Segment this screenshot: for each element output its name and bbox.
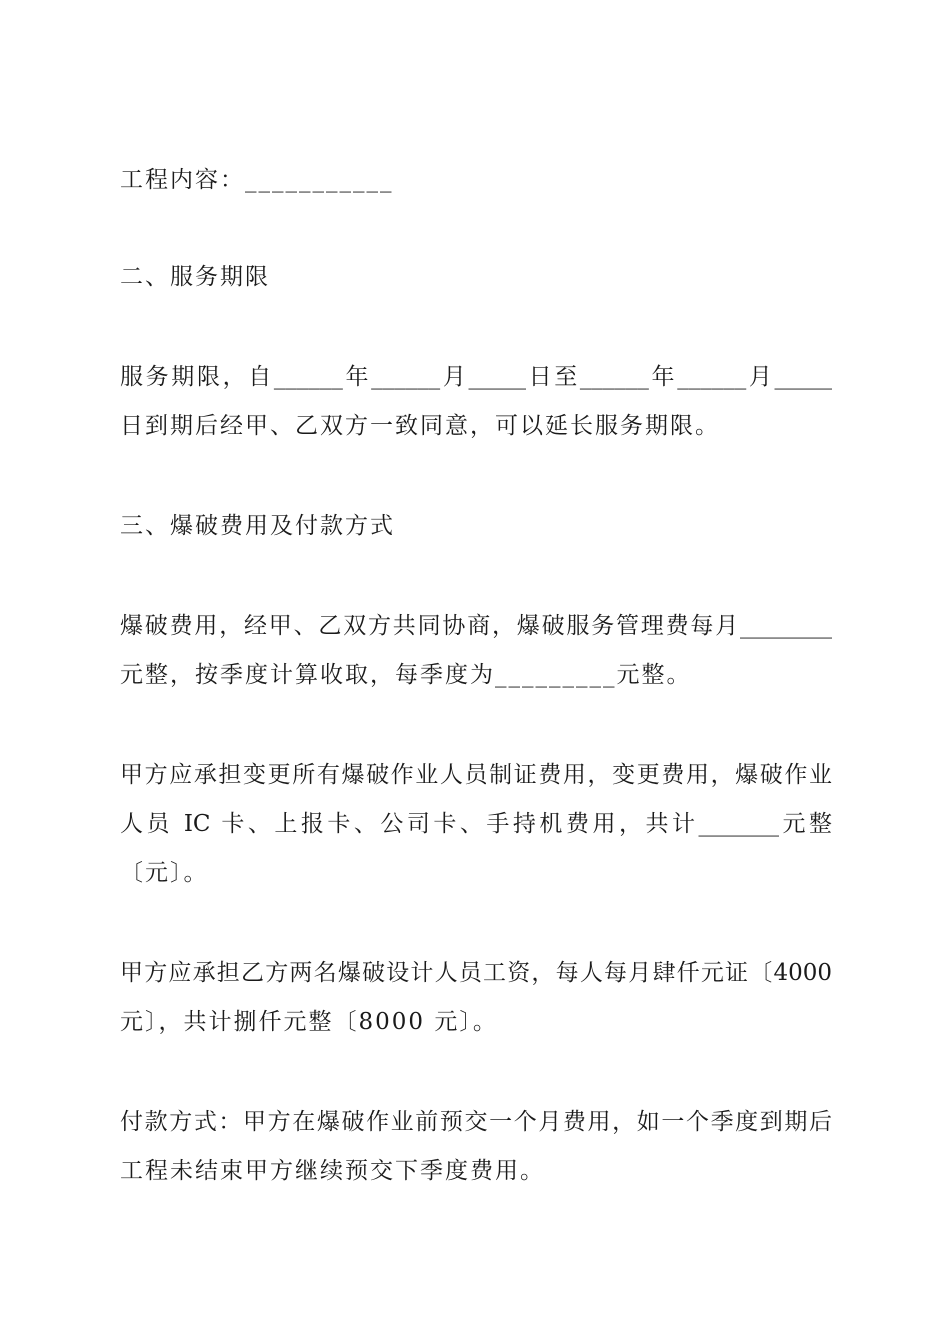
party-a-cost-line-1: 甲方应承担变更所有爆破作业人员制证费用，变更费用，爆破作业	[120, 762, 832, 788]
payment-method-line-1: 付款方式：甲方在爆破作业前预交一个月费用，如一个季度到期后	[120, 1109, 832, 1135]
designer-salary-line-1: 甲方应承担乙方两名爆破设计人员工资，每人每月肆仟元证〔4000	[120, 960, 832, 986]
blasting-fee-line-2: 元整，按季度计算收取，每季度为_________元整。	[120, 662, 692, 688]
designer-salary-line-2: 元〕，共计捌仟元整〔8000 元〕。	[120, 1009, 498, 1035]
payment-method-line-2: 工程未结束甲方继续预交下季度费用。	[120, 1158, 545, 1184]
engineering-content-line: 工程内容：___________	[120, 167, 394, 193]
service-period-line-1: 服务期限，自______年______月_____日至______年______月_____	[120, 364, 832, 390]
party-a-cost-line-3: 〔元〕。	[120, 860, 209, 886]
service-period-line-2: 日到期后经甲、乙双方一致同意，可以延长服务期限。	[120, 413, 720, 439]
party-a-cost-line-2: 人员 IC 卡、上报卡、公司卡、手持机费用，共计_______元整	[120, 811, 832, 837]
blasting-fee-line-1: 爆破费用，经甲、乙双方共同协商，爆破服务管理费每月________	[120, 613, 832, 639]
section-3-heading: 三、爆破费用及付款方式	[120, 513, 395, 539]
section-2-heading: 二、服务期限	[120, 264, 270, 290]
